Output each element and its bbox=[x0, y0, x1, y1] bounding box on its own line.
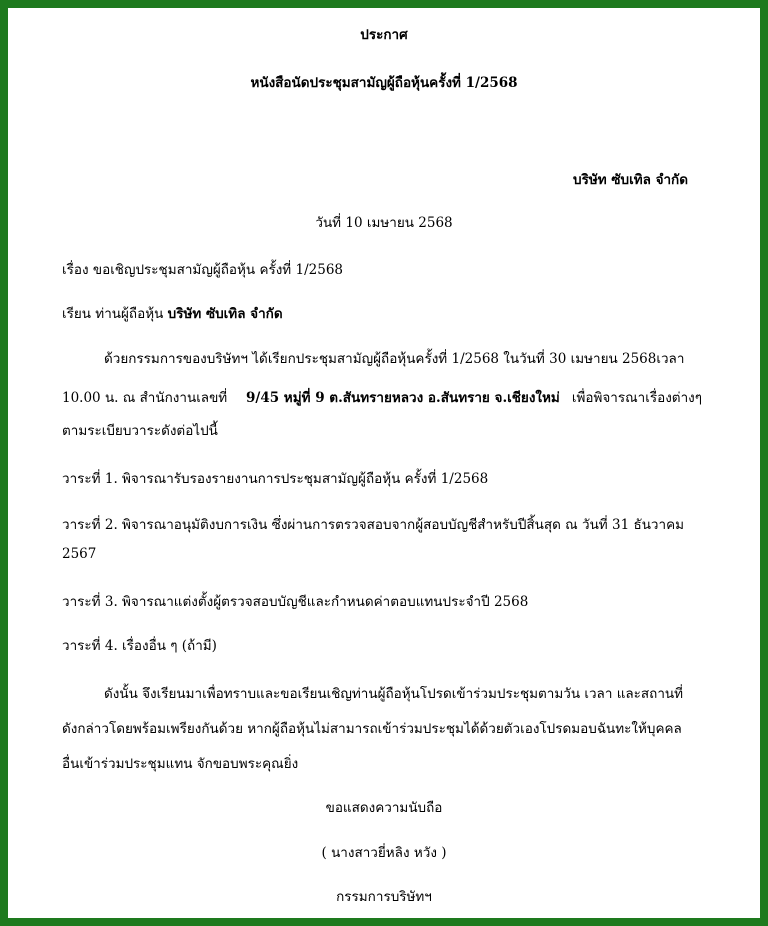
closing-line-1: ดังนั้น จึงเรียนมาเพื่อทราบและขอเรียนเชิญท่านผู้ถือหุ้นโปรดเข้าร่วมประชุมตามวัน เวลา และสถานที่ bbox=[104, 686, 684, 702]
announcement-title: ประกาศ bbox=[360, 27, 408, 43]
meeting-address: 9/45 หมู่ที่ 9 ต.สันทรายหลวง อ.สันทราย จ.เชียงใหม่ bbox=[246, 390, 560, 406]
intro-line-2-start: 10.00 น. ณ สำนักงานเลขที่ bbox=[62, 390, 228, 406]
intro-line-1: ด้วยกรรมการของบริษัทฯ ได้เรียกประชุมสามัญผู้ถือหุ้นครั้งที่ 1/2568 ในวันที่ 30 เมษายน 2568เวลา bbox=[104, 351, 685, 367]
recipient-prefix: เรียน ท่านผู้ถือหุ้น bbox=[62, 306, 168, 322]
signatory-position: กรรมการบริษัทฯ bbox=[336, 889, 432, 905]
document-page bbox=[8, 8, 760, 918]
closing-line-3: อื่นเข้าร่วมประชุมแทน จักขอบพระคุณยิ่ง bbox=[62, 756, 299, 772]
company-name: บริษัท ซับเทิล จำกัด bbox=[573, 172, 688, 188]
agenda-item-2-continued: 2567 bbox=[62, 546, 97, 562]
letter-date: วันที่ 10 เมษายน 2568 bbox=[315, 215, 453, 231]
subject-line: เรื่อง ขอเชิญประชุมสามัญผู้ถือหุ้น ครั้งที่ 1/2568 bbox=[62, 262, 343, 278]
intro-line-3: ตามระเบียบวาระดังต่อไปนี้ bbox=[62, 423, 218, 439]
recipient-line bbox=[62, 305, 283, 323]
meeting-notice-title: หนังสือนัดประชุมสามัญผู้ถือหุ้นครั้งที่ 1/2568 bbox=[250, 75, 518, 91]
agenda-item-4: วาระที่ 4. เรื่องอื่น ๆ (ถ้ามี) bbox=[62, 638, 217, 654]
agenda-item-3: วาระที่ 3. พิจารณาแต่งตั้งผู้ตรวจสอบบัญชีและกำหนดค่าตอบแทนประจำปี 2568 bbox=[62, 594, 529, 610]
recipient-company: บริษัท ซับเทิล จำกัด bbox=[167, 306, 283, 322]
signature-regards: ขอแสดงความนับถือ bbox=[325, 800, 443, 816]
agenda-item-2: วาระที่ 2. พิจารณาอนุมัติงบการเงิน ซึ่งผ่านการตรวจสอบจากผู้สอบบัญชีสำหรับปีสิ้นสุด ณ วันที่ 31 ธันวาคม bbox=[62, 517, 685, 533]
signatory-name: ( นางสาวยี่หลิง หวัง ) bbox=[321, 845, 447, 861]
closing-line-2: ดังกล่าวโดยพร้อมเพรียงกันด้วย หากผู้ถือหุ้นไม่สามารถเข้าร่วมประชุมได้ด้วยตัวเองโปรดมอบฉันทะให้บุคคล bbox=[62, 721, 682, 737]
intro-line-2-end: เพื่อพิจารณาเรื่องต่างๆ bbox=[571, 390, 702, 406]
agenda-item-1: วาระที่ 1. พิจารณารับรองรายงานการประชุมสามัญผู้ถือหุ้น ครั้งที่ 1/2568 bbox=[62, 471, 489, 487]
